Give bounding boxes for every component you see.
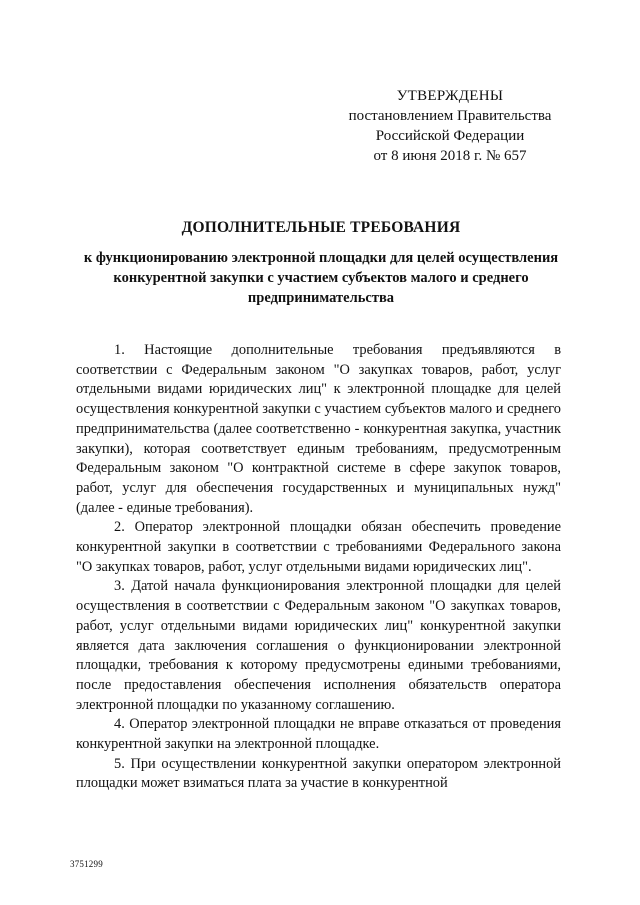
paragraph-1: 1. Настоящие дополнительные требования предъявляются в соответствии с Федеральным законом "О закупках товаров, работ, услуг отдельными видами юридических лиц" к электронной площадке для целей осуществления конкурентной закупки с участием субъектов малого и среднего предпринимательства (далее соответственно - конкурентная закупка, участник закупки), которая соответствует единым требованиям, предусмотренным Федеральным законом "О контрактной системе в сфере закупок товаров, работ, услуг для обеспечения государственных и муниципальных нужд" (далее - единые требования). [76, 342, 561, 516]
document-code: 3751299 [70, 859, 103, 869]
paragraph-5: 5. При осуществлении конкурентной закупки оператором электронной площадки может взиматься плата за участие в конкурентной [76, 755, 561, 792]
approval-line-3: от 8 июня 2018 г. № 657 [373, 148, 527, 164]
paragraph-3: 3. Датой начала функционирования электронной площадки для целей осуществления в соответствии с Федеральным законом "О закупках товаров, работ, услуг отдельными видами юридических лиц" конкурентной закупки является дата заключения соглашения о функционировании электронной площадки, требования к которому предусмотрены едиными требованиями, после предоставления обеспечения исполнения обязательств оператора электронной площадки по указанному соглашению. [76, 578, 561, 713]
document-subtitle: к функционированию электронной площадки для целей осуществления конкурентной закупки с участием субъектов малого и среднего предпринимательства [83, 250, 559, 306]
paragraph-2: 2. Оператор электронной площадки обязан обеспечить проведение конкурентной закупки в соответствии с требованиями Федерального закона "О закупках товаров, работ, услуг отдельными видами юридических лиц". [76, 519, 561, 575]
approval-line-1: постановлением Правительства [348, 108, 552, 124]
document-title: ДОПОЛНИТЕЛЬНЫЕ ТРЕБОВАНИЯ [181, 219, 461, 236]
approval-line-2: Российской Федерации [375, 128, 525, 144]
approval-stamp [344, 86, 556, 166]
document-body [76, 341, 561, 794]
paragraph-4: 4. Оператор электронной площадки не вправе отказаться от проведения конкурентной закупки на электронной площадке. [76, 716, 561, 753]
approval-heading: УТВЕРЖДЕНЫ [396, 88, 504, 104]
document-title-block [76, 218, 566, 308]
